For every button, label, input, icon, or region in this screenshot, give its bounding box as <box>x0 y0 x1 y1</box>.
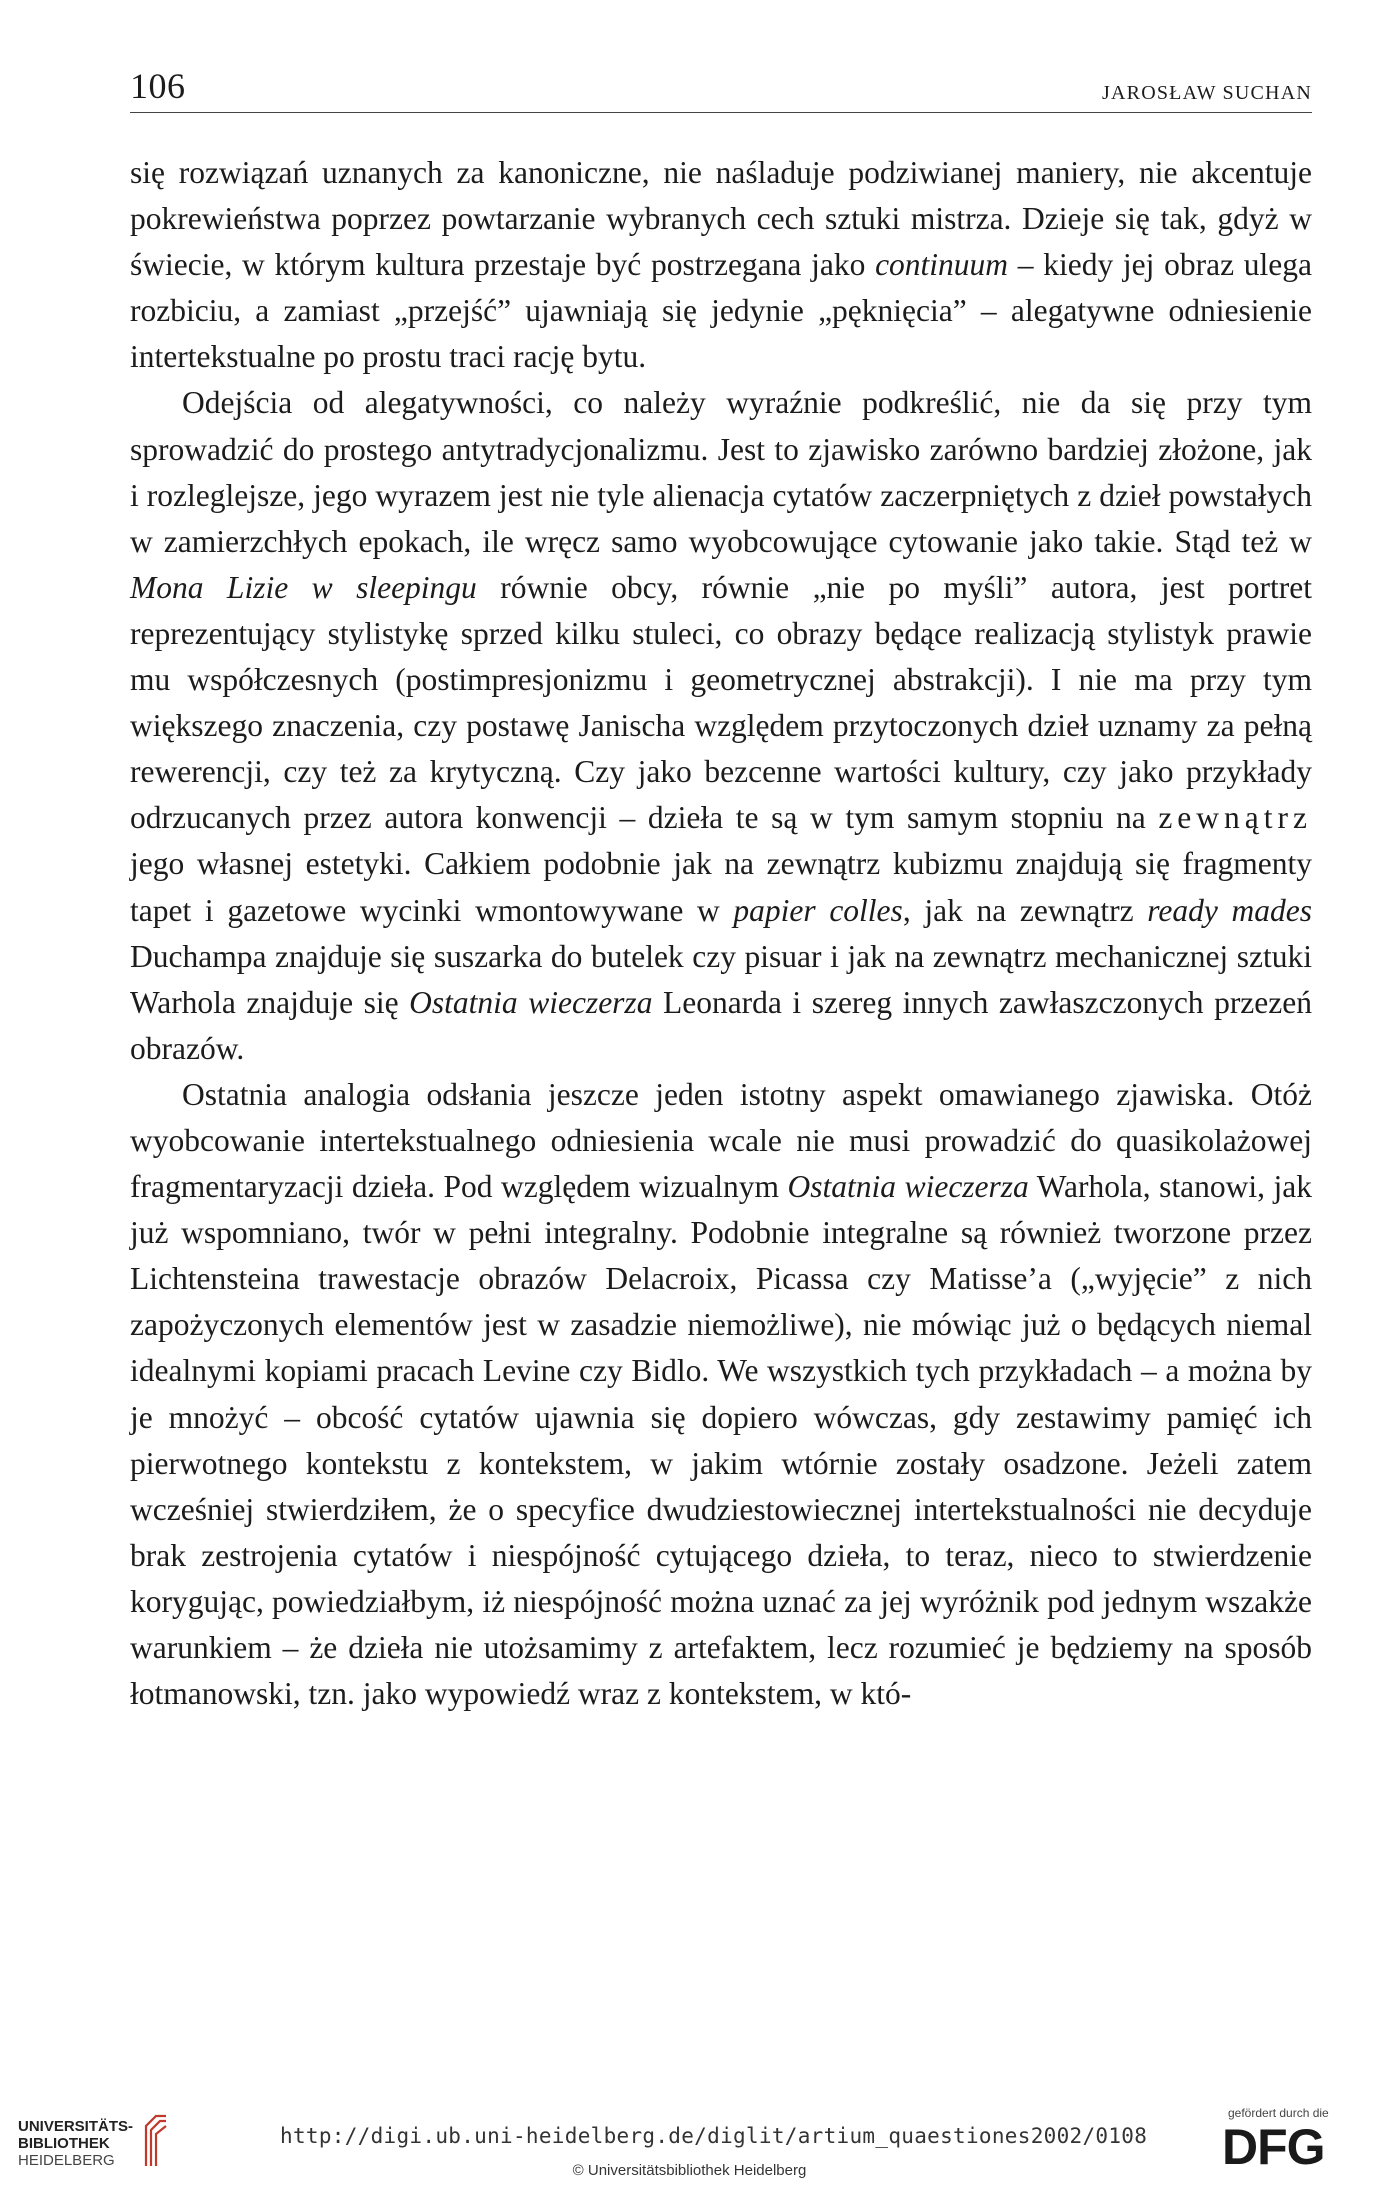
italic-title: Ostatnia wieczerza <box>787 1169 1029 1205</box>
library-mark-icon <box>142 2112 168 2168</box>
running-head: JAROSŁAW SUCHAN <box>1102 82 1312 104</box>
text-run: , jak na zewnątrz <box>902 892 1148 928</box>
copyright-notice: © Universitätsbibliothek Heidelberg <box>572 2162 807 2179</box>
dfg-logo: DFG <box>1222 2119 1325 2175</box>
text-run: Odejścia od alegatywności, co należy wyraźnie podkreślić, nie da się przy tym sprowadzić do prostego antytradycjonalizmu. Jest to zjawisko zarówno bardziej złożone, jak i rozleglejsze, jego wyrazem jest nie tyle alienacja cytatów zaczerpniętych z dzieł powstałych w zamierzchłych epokach, ile wręcz samo wyobcowujące cytowanie jako takie. Stąd też w <box>130 385 1312 559</box>
permalink-url[interactable]: http://digi.ub.uni-heidelberg.de/diglit/artium_quaestiones2002/0108 <box>280 2124 1148 2148</box>
library-name-line2: BIBLIOTHEK <box>18 2135 110 2152</box>
text-run: równie obcy, równie „nie po myśli” autora, jest portret reprezentujący stylistykę sprzed kilku stuleci, co obrazy będące realizacją stylistyk prawie mu współczesnych (postimpresjonizmu i geometrycznej abstrakcji). I nie ma przy tym większego znaczenia, czy postawę Janischa względem przytoczonych dzieł uznamy za pełną rewerencji, czy też za krytyczną. Czy jako bezcenne wartości kultury, czy jako przykłady odrzucanych przez autora konwencji – dzieła te są w tym samym stopniu na <box>130 569 1312 836</box>
text-run: Leonarda i szereg innych zawłaszczonych przezeń obrazów. <box>130 984 1312 1066</box>
text-run: Duchampa znajduje się suszarka do butelek czy pisuar i jak na zewnątrz mechanicznej sztuki Warhola znajduje się <box>130 938 1312 1020</box>
italic-title: Ostatnia wieczerza <box>409 984 653 1020</box>
text-run: się rozwiązań uznanych za kanoniczne, nie naśladuje podziwianej maniery, nie akcentuje pokrewieństwa poprzez powtarzanie wybranych cech sztuki mistrza. Dzieje się tak, gdyż w świecie, w którym kultura przestaje być postrzegana jako <box>130 155 1312 283</box>
text-run: – kiedy jej obraz ulega rozbiciu, a zamiast „przejść” ujawniają się jedynie „pęknięcia” – alegatywne odniesienie intertekstualne po prostu traci rację bytu. <box>130 247 1312 375</box>
page-header <box>130 66 1312 113</box>
text-run: Warhola, stanowi, jak już wspomniano, twór w pełni integralny. Podobnie integralne są również tworzone przez Lichtensteina trawestacje obrazów Delacroix, Picassa czy Matisse’a („wyjęcie” z nich zapożyczonych elementów jest w zasadzie niemożliwe), nie mówiąc już o będących niemal idealnymi kopiami pracach Levine czy Bidlo. We wszystkich tych przykładach – a można by je mnożyć – obcość cytatów ujawnia się dopiero wówczas, gdy zestawimy pamięć ich pierwotnego kontekstu z kontekstem, w jakim wtórnie zostały osadzone. Jeżeli zatem wcześniej stwierdziłem, że o specyfice dwudziestowiecznej intertekstualności nie decyduje brak zestrojenia cytatów i niespójność cytującego dzieła, to teraz, nieco to stwierdzenie korygując, powiedziałbym, iż niespójność można uznać za jej wyróżnik pod jednym wszakże warunkiem – że dzieła nie utożsamimy z artefaktem, lecz rozumieć je będziemy na sposób łotmanowski, tzn. jako wypowiedź wraz z kontekstem, w któ- <box>130 1169 1312 1712</box>
library-name-line3: HEIDELBERG <box>18 2152 115 2169</box>
text-run: Ostatnia analogia odsłania jeszcze jeden istotny aspekt omawianego zjawiska. Otóż wyobcowanie intertekstualnego odniesienia wcale nie musi prowadzić do quasikolażowej fragmentaryzacji dzieła. Pod względem wizualnym <box>130 1076 1312 1205</box>
italic-title: ready mades <box>1147 892 1312 928</box>
italic-title: Mona Lizie w sleepingu <box>130 569 477 605</box>
funding-note: gefördert durch die <box>1228 2106 1329 2120</box>
paragraph <box>130 150 1312 380</box>
text-run: jego własnej estetyki. Całkiem podobnie jak na zewnątrz kubizmu znajdują się fragmenty tapet i gazetowe wycinki wmontowywane w <box>130 846 1312 928</box>
body-text <box>130 150 1312 1717</box>
page-number: 106 <box>130 66 186 106</box>
italic-title: continuum <box>875 247 1009 283</box>
paragraph <box>130 1072 1312 1717</box>
library-name-line1: UNIVERSITÄTS- <box>18 2118 134 2135</box>
digitization-footer <box>0 2082 1379 2196</box>
spaced-emphasis: zewnątrz <box>1158 800 1312 836</box>
paragraph <box>130 380 1312 1071</box>
italic-title: papier colles <box>733 892 903 928</box>
